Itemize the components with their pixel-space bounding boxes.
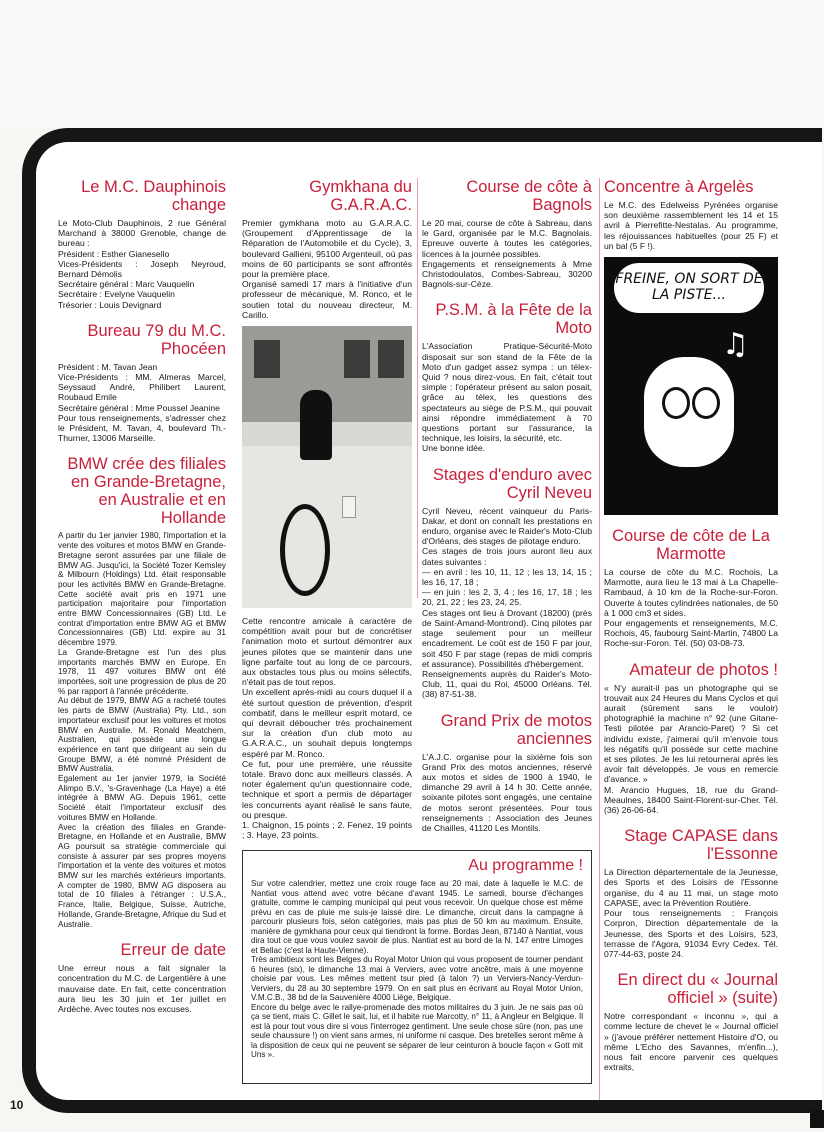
article-phoceen bbox=[58, 322, 226, 444]
article-enduro bbox=[422, 466, 592, 700]
article-journal bbox=[604, 971, 778, 1072]
page-number: 10 bbox=[10, 1098, 24, 1112]
photo-window bbox=[254, 340, 280, 378]
article-bmw bbox=[58, 455, 226, 929]
column-1 bbox=[58, 178, 226, 1026]
article-title: En direct du « Journal officiel » (suite) bbox=[617, 971, 778, 1008]
column-rule bbox=[599, 178, 600, 1100]
article-title: Gymkhana du G.A.R.A.C. bbox=[309, 178, 412, 214]
article-programme-box bbox=[242, 850, 592, 1084]
article-psm bbox=[422, 301, 592, 453]
article-text: Cyril Neveu, récent vainqueur du Paris-Dakar, et dont on connaît les prestations en enduro, organise avec le Raider's Moto-Club d'Orléans, des stages de pilotage enduro. Ces stages de trois jours auront lieu aux dates suivantes : — en avril : les 10, 11, 12 ; les 13, 14, 15 ; les 16, 17, 18 ; — en juin : les 2, 3, 4 ; les 16, 17, 18 ; les 20, 21, 22 ; les 23, 24, 25. Ces stages ont lieu à Drovant (18200) (près de Saint-Amand-Montrond). Cinq pilotes par stage seulement pour un meilleur encadrement. Le coût est de 150 F par jour, soit 450 F par stage (repas de midi compris et assurance). Possibilités d'hébergement. Renseignements auprès du Raider's Moto-Club, 11, quai du Roi, 45000 Orléans. Tél. (38) 87-51-38. bbox=[422, 505, 592, 700]
page-edge-marker bbox=[810, 1110, 824, 1128]
photo-window bbox=[378, 340, 404, 378]
column-4 bbox=[604, 178, 778, 1084]
article-bagnols bbox=[422, 178, 592, 289]
article-title: Concentre à Argelès bbox=[604, 178, 754, 196]
article-title: Erreur de date bbox=[120, 941, 226, 960]
article-text: « N'y aurait-il pas un photographe qui se trouvait aux 24 Heures du Mans Cyclos et qui aurait (sûrement sans le vouloir) photographié la machine n° 92 (une Gitane-Testi pilotée par Arancio-Paret) ? Si cet individu existe, j'aimerai qu'il m'envoie tous les négatifs qu'il possède sur cette machine et ses pilotes. Je les lui retournerai après les avoir fait développés. Je vous en remercie d'avance. » M. Arancio Hugues, 18, rue du Grand-Meaulnes, 18400 Saint-Florent-sur-Cher. Tél. (36) 26-06-64. bbox=[604, 682, 778, 816]
column-rule bbox=[417, 178, 418, 598]
cartoon-eye bbox=[692, 387, 720, 419]
article-text: L'Association Pratique-Sécurité-Moto disposait sur son stand de la Fête de la Moto d'un gadget assez sympa : un télex-Quid ? nous direz-vous. En fait, c'était tout simple : l'opérateur présent au salon posait, grâce au télex, les questions des spectateurs au siège de P.S.M., qui pouvait ainsi répondre immédiatement à 70 questions portant sur l'assurance, la technique, les loisirs, la sécurité, etc. Une bonne idée. bbox=[422, 341, 592, 454]
article-text: Sur votre calendrier, mettez une croix rouge face au 20 mai, date à laquelle le M.C. de Nantiat vous attend avec votre bécane d'avant 1945. Le samedi, bourse d'échanges gratuite, comme le camping municipal qui peut vous recevoir. Un quelque chose est même prévu en cas de pluie me suis-je laissé dire. Le dimanche, circuit dans la campagne à parcourir plusieurs fois, selon catégories, mais pas plus de 50 km au maximum. Ensuite, manière de gymkhana pour ceux qui tiendront la forme. Bordas Jean, 87140 à Nantiat, vous dira tout ce que vous voulez savoir de plus. Nantiat est au bord de la N. 147 entre Limoges et Bellac (c'est la Haute-Vienne). Très ambitieux sont les Belges du Royal Motor Union qui vous proposent de tourner pendant 6 heures (six), le dimanche 13 mai à Verviers, avec votre ancêtre, mais à une moyenne choisie par vous. Les mêmes mettent tsur pied (à talon ?) un Verviers-Nancy-Verdun-Verviers, du 28 au 30 septembre 1979. On en sait plus en écrivant au Royal Motor Union, V.M.C.B., 38 bd de la Sauvenière 4000 Liège, Belgique. Encore du belge avec le rallye-promenade des motos militaires du 3 juin. Je ne sais pas où ça se tient, mais C. Gillet le sait, lui, et il habite rue Marcotty, n° 11, à Angleur en Belgique. Il est là pour tout vous dire si vous l'interrogez gentiment. Une seule chose sûre (non, pas une seule chaussure !) on vient sans armes, ni uniforme ni casque. Des bretelles seront même à la disposition de ceux qui ne peuvent se séparer de leur ceinturon à boucle façon « Gott mit Uns ». bbox=[251, 879, 583, 1059]
article-text: Cette rencontre amicale à caractère de compétition avait pour but de concrétiser l'animation moto et surtout démontrer aux jeunes pilotes que se maintenir dans une ligne parfaite tout au long de ce parcours, aux obstacles tous plus ou moins sélectifs, n'était pas de tout repos. Un excellent après-midi au cours duquel il a été surtout question de prévention, d'esprit combatif, dans le meilleur esprit motard, ce qui devrait déboucher très prochainement sur la création d'un club moto au G.A.R.A.C., un souhait depuis longtemps espéré par M. Ronco. Ce fut, pour une première, une réussite totale. Bravo donc aux meilleurs classés. A noter également qu'un questionnaire code, technique et sport a permis de départager les concurrents ayant réalisé le sans faute, ou presque. 1. Chaignon, 15 points ; 2. Fenez, 19 points ; 3. Haye, 23 points. bbox=[242, 616, 412, 841]
article-garac bbox=[242, 178, 412, 841]
article-text: L'A.J.C. organise pour la sixième fois son Grand Prix des motos anciennes, réservé aux motos et sides de 1900 à 1940, le dimanche 29 avril à 14 h 30. Cette année, soixante pilotes sont engagés, une centaine de motos seront présentées. Pour tous renseignements : Association des Jeunes de Chailles, 41120 Les Montils. bbox=[422, 751, 592, 833]
cartoon-speech-bubble: FREINE, ON SORT DE LA PISTE... bbox=[614, 263, 764, 313]
article-amateur bbox=[604, 661, 778, 816]
photo-window bbox=[344, 340, 370, 378]
article-capase bbox=[604, 827, 778, 959]
article-erreur bbox=[58, 941, 226, 1014]
article-text: Premier gymkhana moto au G.A.R.A.C. (Groupement d'Apprentissage de la Réparation de l'Automobile et du Cycle), 3, boulevard Gallieni, 95100 Argenteuil, où pas moins de 60 participants se sont affrontés pour la première place. Organisé samedi 17 mars à l'initiative d'un professeur de mécanique, M. Ronco, et le soutien total du nouveau directeur, M. Carillo. bbox=[242, 218, 412, 320]
photo-ground bbox=[242, 446, 412, 608]
photo-rider bbox=[300, 390, 332, 460]
article-marmotte bbox=[604, 527, 778, 649]
article-argeles bbox=[604, 178, 778, 515]
article-text: La Direction départementale de la Jeunesse, des Sports et des Loisirs de l'Essonne organise, du 4 au 11 mai, un stage moto CAPASE, avec la Prévention Routière. Pour tous renseignements : François Corpron, Direction départementale de la Jeunesse, des Sports et des Loisirs, 523, terrasse de l'Agora, 91034 Evry Cedex. Tél. 077-44-63, poste 24. bbox=[604, 867, 778, 959]
cartoon-character bbox=[644, 357, 734, 467]
cartoon-illustration bbox=[604, 257, 778, 515]
article-grandprix bbox=[422, 712, 592, 834]
article-title: Le M.C. Dauphinois change bbox=[81, 178, 226, 214]
gymkhana-photo bbox=[242, 326, 412, 608]
article-text: Le Moto-Club Dauphinois, 2 rue Général Marchand à 38000 Grenoble, change de bureau : Président : Esther Gianesello Vices-Présidents : Joseph Neyroud, Bernard Démolis Secrétaire général : Marc Vauquelin Secrétaire : Evelyne Vauquelin Trésorier : Louis Devignard bbox=[58, 218, 226, 310]
article-title: BMW crée des filiales en Grande-Bretagne, en Australie et en Hollande bbox=[67, 455, 226, 528]
column-2 bbox=[242, 178, 412, 853]
page-top-margin bbox=[0, 0, 824, 128]
article-title: Amateur de photos ! bbox=[629, 660, 778, 679]
article-title: Course de côte de La Marmotte bbox=[612, 527, 770, 564]
article-text: Le M.C. des Edelweiss Pyrénées organise son deuxième rassemblement les 14 et 15 avril à Pierrefitte-Nestalas. Au programme, les réjouissances habituelles (pour 25 F) et un bal (5 F !). bbox=[604, 200, 778, 251]
article-text: Notre correspondant « inconnu », qui a comme lecture de chevet le « Journal officiel » (j'avoue préférer nettement Histoire d'O, ou même L'Echo des Savannes, m'enfin...), nous fait encore parvenir ces quelques extraits, bbox=[604, 1011, 778, 1073]
article-title: Bureau 79 du M.C. Phocéen bbox=[87, 321, 226, 358]
article-title: Au programme ! bbox=[468, 857, 583, 874]
article-text: Le 20 mai, course de côte à Sabreau, dans le Gard, organisée par le M.C. Bagnolais. Epreuve ouverte à toutes les catégories, licences à la journée possibles. Engagements et renseignements à Mme Christodoulatos, Combes-Sabreau, 30200 Bagnols-sur-Cèze. bbox=[422, 218, 592, 290]
article-title: Course de côte à Bagnols bbox=[466, 178, 592, 214]
article-text: Président : M. Tavan Jean Vice-Présidents : MM. Almeras Marcel, Seyssaud André, Philibert Laurent, Roubaud Emile Secrétaire général : Mme Poussel Jeanine Pour tous renseignements, s'adresser chez le Président, M. Tavan, 4, boulevard Th.-Thurner, 13006 Marseille. bbox=[58, 361, 226, 444]
article-title: Grand Prix de motos anciennes bbox=[440, 711, 592, 748]
music-note-icon: ♫ bbox=[722, 327, 749, 363]
article-title: P.S.M. à la Fête de la Moto bbox=[435, 301, 592, 338]
cartoon-eye bbox=[662, 387, 690, 419]
article-title: Stage CAPASE dans l'Essonne bbox=[624, 827, 778, 864]
article-title: Stages d'enduro avec Cyril Neveu bbox=[432, 465, 592, 502]
photo-cone bbox=[342, 496, 356, 518]
article-text: A partir du 1er janvier 1980, l'importation et la vente des voitures et motos BMW en Grande-Bretagne seront assurées par une filiale de BMW AG. Jusqu'ici, la Société Tozer Kemsley & Milbourn (Holdings) Ltd. était responsable pour les activités BMW en Grande-Bretagne. Cette société avait pris en 1971 une participation majoritaire pour l'importation entre BMW Concessionnaires (GB) Ltd. Le contrat d'importation entre BMW AG et BMW Concessionnaires (GB) Ltd. expire au 31 décembre 1979. La Grande-Bretagne est l'un des plus importants marchés BMW en Europe. En 1978, 11 497 voitures BMW ont été importées, soit une progression de plus de 20 % par rapport à l'année précédente. Au début de 1979, BMW AG a racheté toutes les parts de BMW (Australia) Pty. Ltd., son importateur exclusif pour les voitures et motos BMW en Australie. M. Ronald Meatchem, Australien, qui possède une longue expérience en tant que dirigeant au sein du Groupe BMW, a été nommé Président de BMW Australia. Egalement au 1er janvier 1979, la Société Alimpo B.V., 's-Gravenhage (La Haye) a été intégrée à BMW AG. Depuis 1961, cette Société était l'importateur exclusif des voitures BMW en Hollande. Avec la création des filiales en Grande-Bretagne, en Hollande et en Australie, BMW AG poursuit sa stratégie commerciale qui consiste à assurer par ses propres moyens l'importation et la vente des voitures et motos BMW sur les marchés extérieurs importants. A compter de 1980, BMW AG disposera au total de 10 filiales à l'étranger : U.S.A., France, Italie, Belgique, Suisse, Autriche, Hollande, Grande-Bretagne, Afrique du Sud et Australie. bbox=[58, 531, 226, 929]
article-text: La course de côte du M.C. Rochois, La Marmotte, aura lieu le 13 mai à La Chapelle-Rambaud, à 10 km de la Roche-sur-Foron. Ouverte à toutes cylindrées nationales, de 50 à 1 000 cm3 et sides. Pour engagements et renseignements, M.C. Rochois, 45, faubourg Saint-Martin, 74800 La Roche-sur-Foron. Tél. (50) 03-08-73. bbox=[604, 567, 778, 649]
article-dauphinois bbox=[58, 178, 226, 310]
article-text: Une erreur nous a fait signaler la concentration du M.C. de Largentière à une mauvaise date. En fait, cette concentration aura lieu les 30 juin et 1er juillet en Ardèche. Avec toutes nos excuses. bbox=[58, 963, 226, 1015]
photo-motorcycle-wheel bbox=[280, 504, 330, 596]
column-3 bbox=[422, 178, 592, 845]
